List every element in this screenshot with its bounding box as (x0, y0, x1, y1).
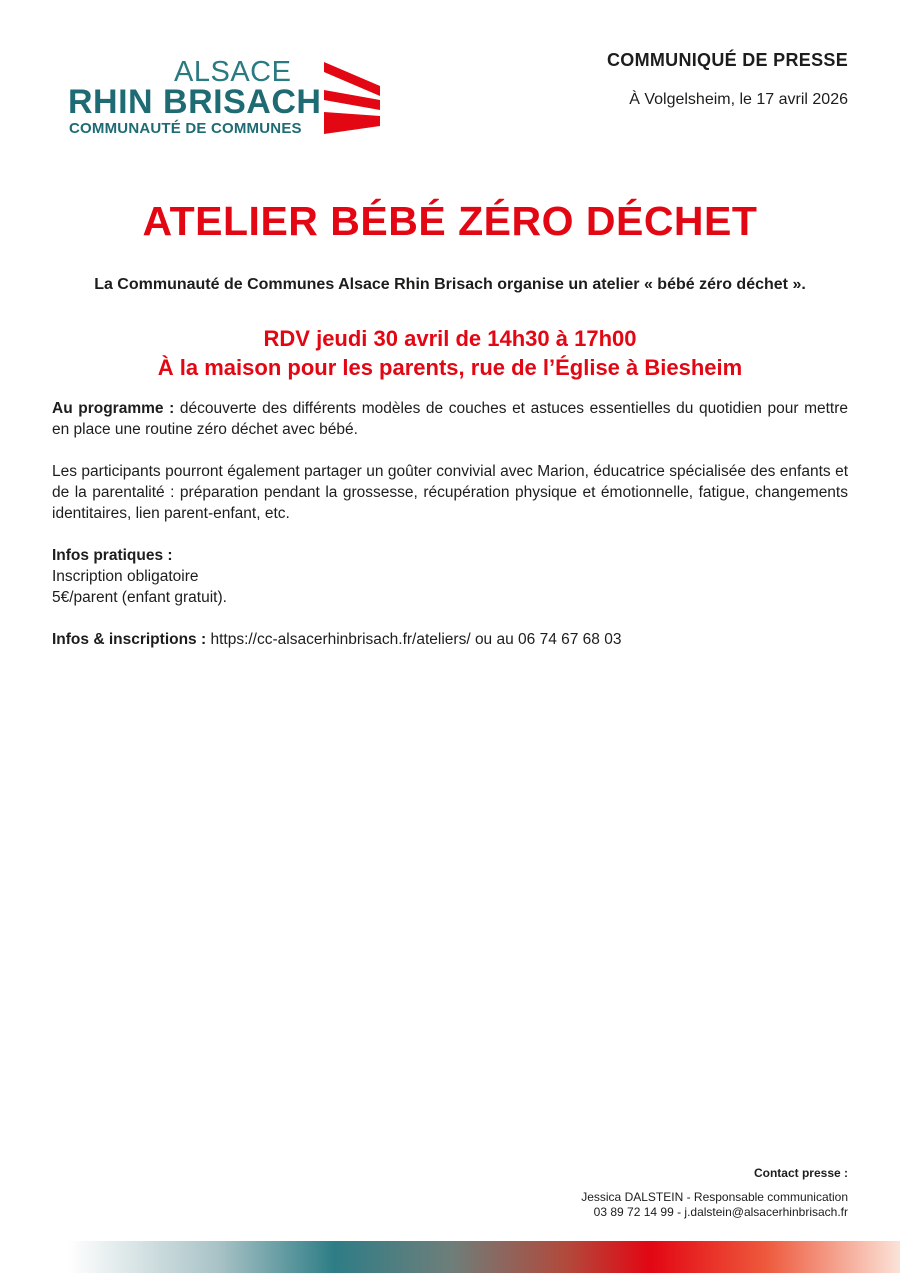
registration-label: Infos & inscriptions : (52, 631, 207, 648)
page-title: ATELIER BÉBÉ ZÉRO DÉCHET (142, 198, 758, 244)
footer-gradient-bar (68, 1241, 900, 1273)
event-location: À la maison pour les parents, rue de l’Église à Biesheim (157, 355, 743, 380)
organization-logo (68, 56, 388, 140)
press-contact (581, 1166, 848, 1220)
registration-phone: ou au 06 74 67 68 03 (474, 631, 622, 648)
programme-paragraph (52, 398, 848, 440)
press-contact-name: Jessica DALSTEIN - Responsable communication (581, 1190, 848, 1204)
press-contact-title: Contact presse : (753, 1166, 848, 1180)
practical-info-price: 5€/parent (enfant gratuit). (52, 589, 227, 606)
practical-info-registration: Inscription obligatoire (52, 568, 199, 585)
participants-paragraph: Les participants pourront également partager un goûter convivial avec Marion, éducatrice spécialisée des enfants et de la parentalité : préparation pendant la grossesse, récupération physique et émotionnelle, fatigue, changements identitaires, lien parent-enfant, etc. (52, 463, 848, 522)
programme-text: découverte des différents modèles de couches et astuces essentielles du quotidien pour mettre en place une routine zéro déchet avec bébé. (52, 400, 848, 438)
intro-text: La Communauté de Communes Alsace Rhin Brisach organise un atelier « bébé zéro déchet ». (94, 276, 806, 293)
event-date-time: RDV jeudi 30 avril de 14h30 à 17h00 (263, 326, 637, 351)
press-header (607, 48, 848, 110)
logo-line-communaute: COMMUNAUTÉ DE COMMUNES (69, 120, 302, 137)
place-date: À Volgelsheim, le 17 avril 2026 (629, 91, 848, 108)
practical-info (52, 545, 848, 608)
logo-line-rhin-brisach: RHIN BRISACH (68, 83, 322, 121)
press-contact-details: 03 89 72 14 99 - j.dalstein@alsacerhinbrisach.fr (593, 1205, 848, 1219)
press-release-label: COMMUNIQUÉ DE PRESSE (606, 50, 848, 70)
event-details (0, 324, 900, 382)
practical-info-label: Infos pratiques : (52, 547, 173, 564)
document-body (52, 398, 848, 671)
registration-paragraph (52, 629, 848, 650)
programme-label: Au programme : (52, 400, 175, 417)
logo-chevron-icon (322, 60, 382, 136)
registration-url[interactable]: https://cc-alsacerhinbrisach.fr/ateliers/ (210, 631, 471, 648)
logo-line-alsace: ALSACE (174, 56, 292, 88)
